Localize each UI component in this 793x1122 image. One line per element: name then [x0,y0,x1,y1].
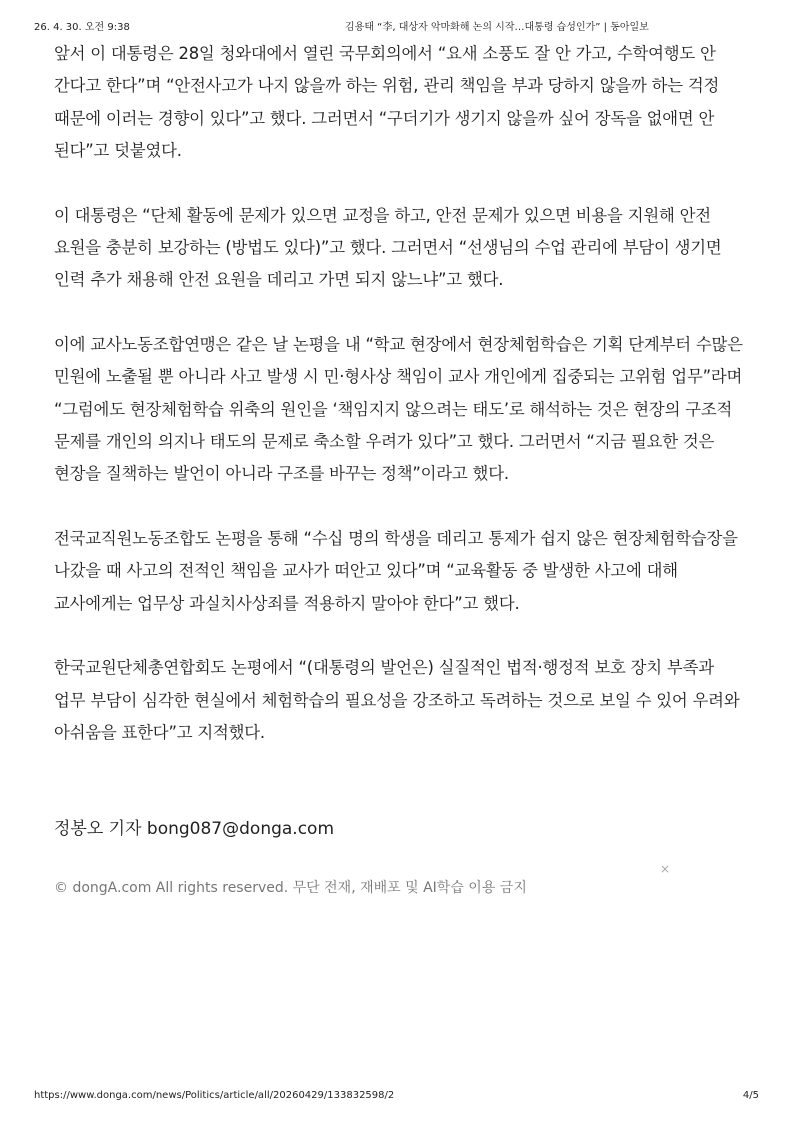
article-byline: 정봉오 기자 bong087@donga.com [54,819,335,839]
print-page-number: 4/5 [742,1090,759,1101]
article-paragraph: 전국교직원노동조합도 논평을 통해 “수십 명의 학생을 데리고 통제가 쉽지 않은 현장체험학습장을 나갔을 때 사고의 전적인 책임을 교사가 떠안고 있다”며 “교육활동 중 발생한 사고에 대해 교사에게는 업무상 과실치사상죄를 적용하지 말아야 한다”고 했다. [54,528,738,613]
print-page-title: 김용태 “李, 대상자 악마화해 논의 시작…대통령 습성인가” | 동아일보 [345,22,649,33]
print-datetime: 26. 4. 30. 오전 9:38 [34,22,130,33]
close-icon[interactable]: × [660,862,671,876]
print-url: https://www.donga.com/news/Politics/article/all/20260429/133832598/2 [34,1090,395,1101]
article-body [54,38,744,781]
article-paragraph: 한국교원단체총연합회도 논평에서 “(대통령의 발언은) 실질적인 법적·행정적 보호 장치 부족과 업무 부담이 심각한 현실에서 체험학습의 필요성을 강조하고 독려하는 것으로 보일 수 있어 우려와 아쉬움을 표한다”고 지적했다. [54,658,740,742]
article-paragraph: 이 대통령은 “단체 활동에 문제가 있으면 교정을 하고, 안전 문제가 있으면 비용을 지원해 안전 요원을 충분히 보강하는 (방법도 있다)”고 했다. 그러면서 “선생님의 수업 관리에 부담이 생기면 인력 추가 채용해 안전 요원을 데리고 가면 되지 않느냐”고 했다. [54,205,722,290]
print-header [34,18,759,34]
article-paragraph: 앞서 이 대통령은 28일 청와대에서 열린 국무회의에서 “요새 소풍도 잘 안 가고, 수학여행도 안 간다고 한다”며 “안전사고가 나지 않을까 하는 위험, 관리 책임을 부과 당하지 않을까 하는 걱정 때문에 이러는 경향이 있다”고 했다. 그러면서 “구더기가 생기지 않을까 싶어 장독을 없애면 안 된다”고 덧붙였다. [54,44,720,161]
copyright-notice: © dongA.com All rights reserved. 무단 전재, 재배포 및 AI학습 이용 금지 [54,880,527,896]
article-paragraph: 이에 교사노동조합연맹은 같은 날 논평을 내 “학교 현장에서 현장체험학습은 기획 단계부터 수많은 민원에 노출될 뿐 아니라 사고 발생 시 민·형사상 책임이 교사 개인에게 집중되는 고위험 업무”라며 “그럼에도 현장체험학습 위축의 원인을 ‘책임지지 않으려는 태도’로 해석하는 것은 현장의 구조적 문제를 개인의 의지나 태도의 문제로 축소할 우려가 있다”고 했다. 그러면서 “지금 필요한 것은 현장을 질책하는 발언이 아니라 구조를 바꾸는 정책”이라고 했다. [54,334,743,484]
